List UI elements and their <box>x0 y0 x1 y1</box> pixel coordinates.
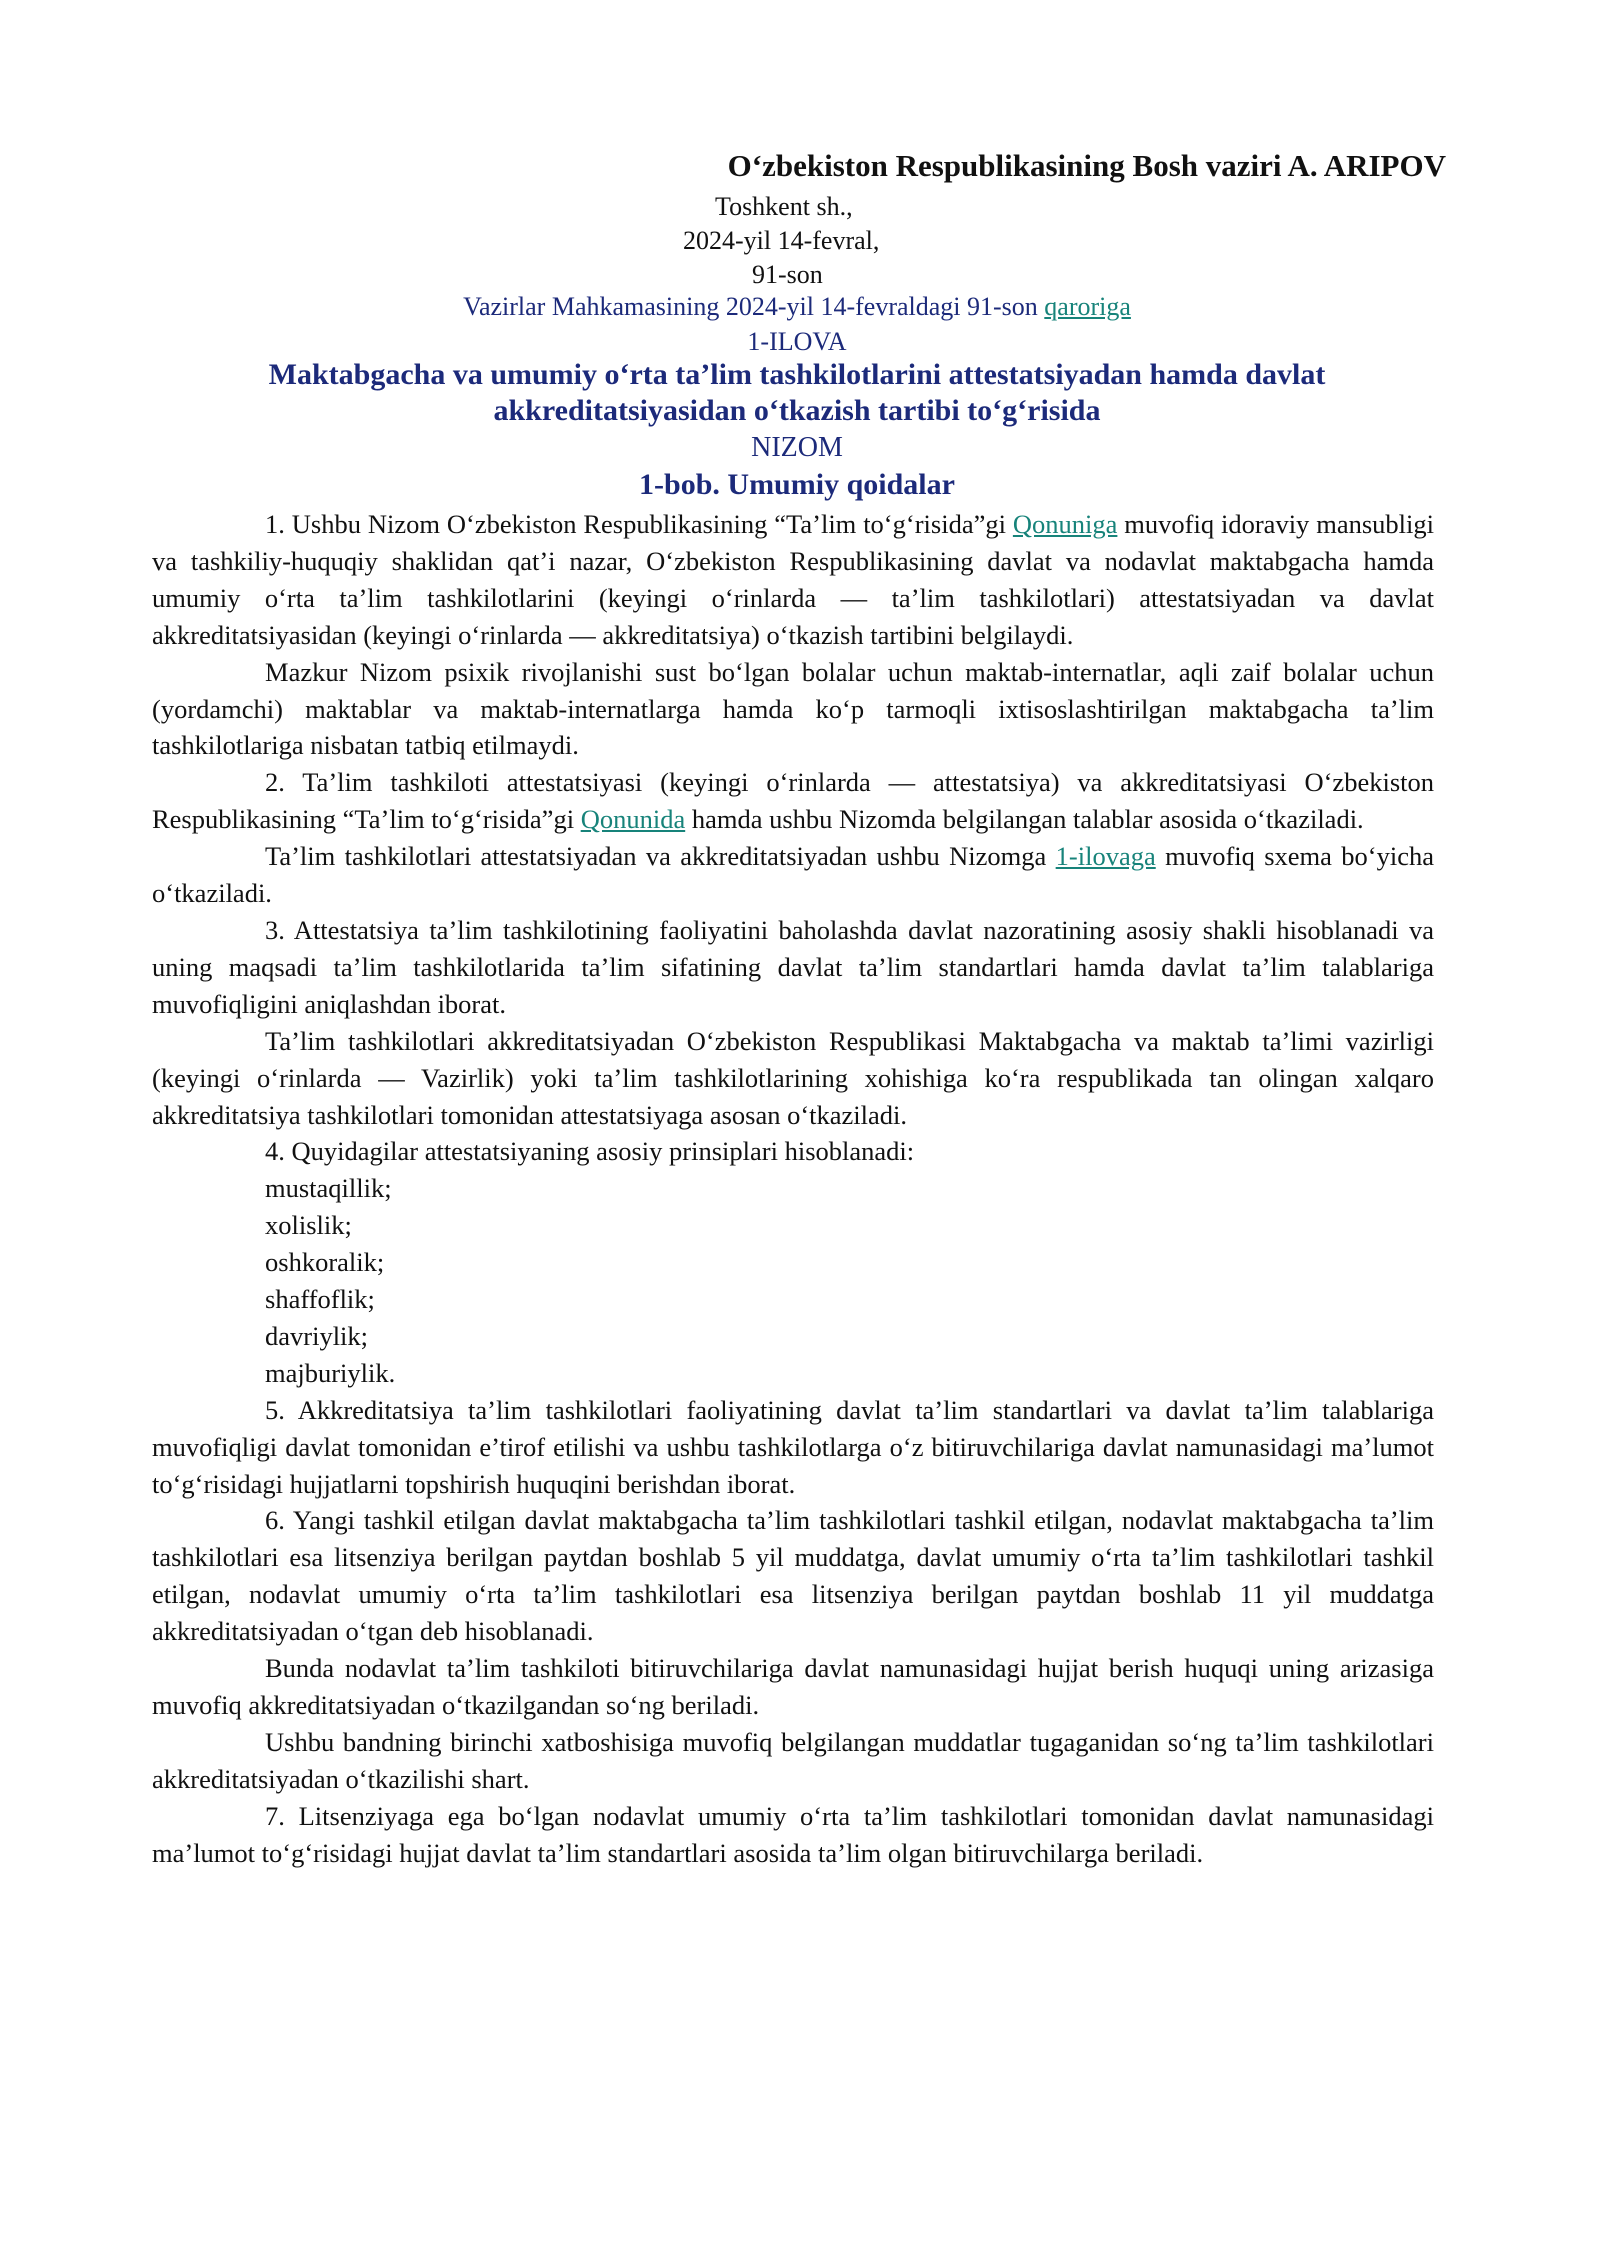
appendix-label: 1-ILOVA <box>747 327 847 356</box>
resolution-reference-text: Vazirlar Mahkamasining 2024-yil 14-fevraldagi 91-son <box>463 292 1045 321</box>
document-type: NIZOM <box>751 432 843 463</box>
principle-item: mustaqillik; <box>265 1173 392 1204</box>
paragraph-5: 5. Akkreditatsiya ta’lim tashkilotlari faoliyatining davlat ta’lim standartlari va davlat ta’lim talablariga muvofiqligi davlat tomonidan e’tirof etilishi va ushbu tashkilotlarga o‘z bitiruvchilariga davlat namunasidagi ma’lumot to‘g‘risidagi hujjatlarni topshirish huquqini berishdan iborat. <box>152 1394 1434 1499</box>
law-link-qonuniga[interactable]: Qonuniga <box>1012 509 1118 539</box>
principle-item: davriylik; <box>265 1320 369 1351</box>
chapter-heading: 1-bob. Umumiy qoidalar <box>639 468 955 501</box>
paragraph-7: 7. Litsenziyaga ega bo‘lgan nodavlat umumiy o‘rta ta’lim tashkilotlari tomonidan davlat namunasidagi ma’lumot to‘g‘risidagi hujjat davlat ta’lim standartlari asosida ta’lim olgan bitiruvchilarga beriladi. <box>152 1800 1434 1868</box>
paragraph-4: 4. Quyidagilar attestatsiyaning asosiy prinsiplari hisoblanadi: <box>265 1136 915 1167</box>
paragraph-6-continued: Bunda nodavlat ta’lim tashkiloti bitiruvchilariga davlat namunasidagi hujjat berish huquqi uning arizasiga muvofiq akkreditatsiyadan o‘tkazilgandan so‘ng beriladi. <box>152 1653 1434 1720</box>
paragraph-3-continued: Ta’lim tashkilotlari akkreditatsiyadan O‘zbekiston Respublikasi Maktabgacha va maktab ta’limi vazirligi (keyingi o‘rinlarda — Vazirlik) yoki ta’lim tashkilotlarining xohishiga ko‘ra respublikada tan olingan xalqaro akkreditatsiya tashkilotlari tomonidan attestatsiyaga asosan o‘tkaziladi. <box>152 1025 1434 1130</box>
principle-item: majburiylik. <box>265 1357 396 1388</box>
paragraph-2: 2. Ta’lim tashkiloti attestatsiyasi (keyingi o‘rinlarda — attestatsiya) va akkreditatsiyasi O‘zbekiston Respublikasining “Ta’lim to‘g‘risida”gi Qonunida hamda ushbu Nizomda belgilangan talablar asosida o‘tkaziladi. <box>152 767 1434 835</box>
paragraph-6: 6. Yangi tashkil etilgan davlat maktabgacha ta’lim tashkilotlari tashkil etilgan, nodavlat maktabgacha ta’lim tashkilotlari esa litsenziya berilgan paytdan boshlab 5 yil muddatga, davlat umumiy o‘rta ta’lim tashkilotlari tashkil etilgan, nodavlat umumiy o‘rta ta’lim tashkilotlari esa litsenziya berilgan paytdan boshlab 11 yil muddatga akkreditatsiyadan o‘tgan deb hisoblanadi. <box>152 1505 1434 1647</box>
principle-item: xolislik; <box>265 1210 352 1241</box>
principle-item: oshkoralik; <box>265 1247 385 1278</box>
paragraph-1-continued: Mazkur Nizom psixik rivojlanishi sust bo‘lgan bolalar uchun maktab-internatlar, aqli zaif bolalar uchun (yordamchi) maktablar va maktab-internatlarga hamda ko‘p tarmoqli ixtisoslashtirilgan maktabgacha ta’lim tashkilotlariga nisbatan tatbiq etilmaydi. <box>152 656 1434 761</box>
signature-number: 91-son <box>752 260 823 289</box>
paragraph-1: 1. Ushbu Nizom O‘zbekiston Respublikasining “Ta’lim to‘g‘risida”gi Qonuniga muvofiq idoraviy mansubligi va tashkiliy-huquqiy shaklidan qat’i nazar, O‘zbekiston Respublikasining davlat va nodavlat maktabgacha hamda umumiy o‘rta ta’lim tashkilotlarini (keyingi o‘rinlarda — ta’lim tashkilotlari) attestatsiyadan va davlat akkreditatsiyasidan (keyingi o‘rinlarda — akkreditatsiya) o‘tkazish tartibini belgilaydi. <box>152 509 1434 650</box>
paragraph-2-continued: Ta’lim tashkilotlari attestatsiyadan va akkreditatsiyadan ushbu Nizomga 1-ilovaga muvofiq sxema bo‘yicha o‘tkaziladi. <box>152 841 1434 909</box>
paragraph-3: 3. Attestatsiya ta’lim tashkilotining faoliyatini baholashda davlat nazoratining asosiy shakli hisoblanadi va uning maqsadi ta’lim tashkilotlarida ta’lim sifatining davlat ta’lim standartlari hamda davlat ta’lim talablariga muvofiqligini aniqlashdan iborat. <box>152 914 1434 1019</box>
signatory-name: O‘zbekiston Respublikasining Bosh vaziri A. ARIPOV <box>727 148 1446 183</box>
resolution-reference <box>150 292 1444 322</box>
signature-place: Toshkent sh., <box>715 192 853 221</box>
resolution-link[interactable]: qaroriga <box>1044 292 1131 321</box>
document-title-line-2: akkreditatsiyasidan o‘tkazish tartibi to‘g‘risida <box>493 394 1101 427</box>
document-title-line-1: Maktabgacha va umumiy o‘rta ta’lim tashkilotlarini attestatsiyadan hamda davlat <box>268 358 1326 391</box>
principle-item: shaffoflik; <box>265 1284 375 1315</box>
signature-date: 2024-yil 14-fevral, <box>683 226 880 255</box>
paragraph-6-final: Ushbu bandning birinchi xatboshisiga muvofiq belgilangan muddatlar tugaganidan so‘ng ta’lim tashkilotlari akkreditatsiyadan o‘tkazilishi shart. <box>152 1726 1434 1794</box>
appendix-link-1-ilovaga[interactable]: 1-ilovaga <box>1055 841 1156 872</box>
law-link-qonunida[interactable]: Qonunida <box>580 804 686 835</box>
document-body <box>152 506 1434 1872</box>
